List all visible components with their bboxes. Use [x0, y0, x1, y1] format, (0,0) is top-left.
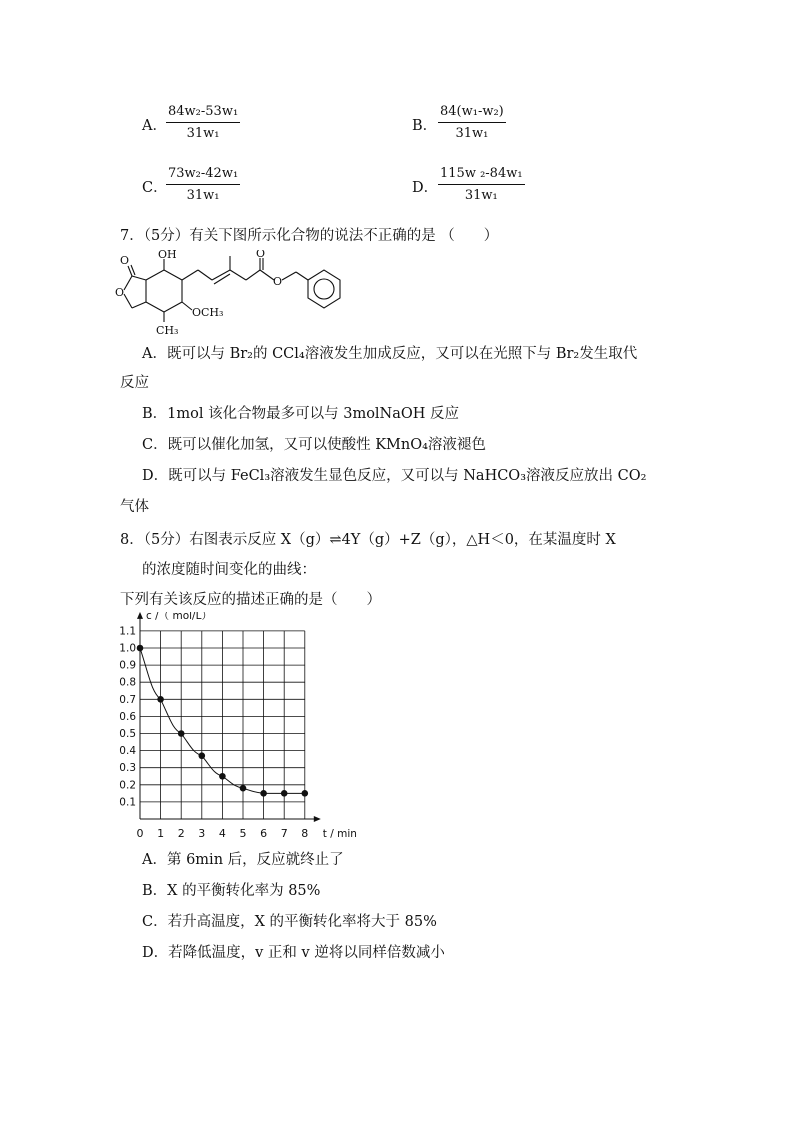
chemical-structure-diagram [112, 250, 352, 342]
fraction-bar [166, 122, 240, 123]
ch3-label: CH₃ [156, 324, 179, 337]
y-tick-label: 0.9 [119, 659, 136, 672]
concentration-chart [118, 612, 378, 844]
x-tick-label: 3 [198, 827, 206, 840]
x-tick-label: 0 [136, 827, 144, 840]
y-tick-label: 1.1 [119, 625, 136, 638]
data-point [219, 773, 226, 780]
q7-option-a-line2: 反应 [120, 375, 149, 391]
fraction-denominator: 31w₁ [186, 188, 220, 203]
x-tick-label: 5 [239, 827, 247, 840]
data-point [157, 696, 164, 703]
q8-option-b: B．X 的平衡转化率为 85% [142, 883, 321, 899]
q8-stem-line3: 下列有关该反应的描述正确的是（ ） [120, 592, 381, 608]
fraction-bar [166, 184, 240, 185]
q7-option-b: B．1mol 该化合物最多可以与 3molNaOH 反应 [142, 406, 460, 422]
ester-o-label: O [273, 275, 283, 288]
data-point [178, 730, 185, 737]
y-tick-label: 1.0 [119, 642, 136, 655]
q7-option-c: C．既可以催化加氢，又可以使酸性 KMnO₄溶液褪色 [142, 437, 486, 453]
fraction-numerator: 84w₂-53w₁ [168, 104, 239, 119]
och3-label: OCH₃ [192, 306, 224, 319]
data-point [260, 790, 267, 797]
fraction-numerator: 84(w₁-w₂) [440, 104, 504, 119]
y-tick-label: 0.3 [119, 762, 136, 775]
chart-svg [118, 612, 378, 844]
fraction-denominator: 31w₁ [464, 188, 498, 203]
data-point [302, 790, 309, 797]
fraction-numerator: 115w ₂-84w₁ [440, 166, 523, 181]
q6-option-b-fraction [438, 104, 506, 142]
q7-option-d-line2: 气体 [120, 499, 149, 515]
ester-carbonyl-o-label: O [256, 250, 266, 260]
y-tick-label: 0.5 [119, 728, 136, 740]
data-point [240, 785, 247, 792]
q6-option-a-letter: A． [142, 118, 167, 134]
data-point [281, 790, 288, 797]
y-axis-arrow [137, 612, 143, 619]
q8-option-a: A．第 6min 后，反应就终止了 [142, 852, 344, 868]
y-tick-label: 0.4 [119, 745, 136, 758]
fraction-bar [438, 122, 506, 123]
x-axis-arrow [314, 816, 321, 822]
y-tick-label: 0.6 [119, 710, 136, 723]
oh-label: OH [158, 250, 177, 261]
q7-option-d-line1: D．既可以与 FeCl₃溶液发生显色反应，又可以与 NaHCO₃溶液反应放出 CO₂ [142, 468, 647, 484]
y-tick-label: 0.2 [119, 779, 136, 792]
q8-stem-line1: 8．（5分）右图表示反应 X（g）⇌4Y（g）+Z（g），△H＜0，在某温度时 X [120, 532, 616, 548]
q8-option-d: D．若降低温度，v 正和 v 逆将以同样倍数减小 [142, 945, 445, 961]
ring-o-label: O [115, 286, 125, 299]
y-axis-label: c /（ mol/L） [146, 612, 212, 622]
q7-option-a-line1: A．既可以与 Br₂的 CCl₄溶液发生加成反应，又可以在光照下与 Br₂发生取代 [142, 346, 638, 362]
q8-stem-line2: 的浓度随时间变化的曲线： [142, 562, 316, 578]
q8-option-c: C．若升高温度，X 的平衡转化率将大于 85% [142, 914, 437, 930]
q6-option-d-fraction [438, 166, 525, 204]
x-tick-label: 1 [157, 827, 165, 840]
fraction-denominator: 31w₁ [186, 126, 220, 141]
q6-option-b-letter: B． [412, 118, 438, 134]
carbonyl-o-label: O [120, 254, 130, 267]
x-tick-label: 7 [280, 827, 288, 840]
x-tick-label: 4 [218, 827, 226, 840]
q7-stem: 7．（5分）有关下图所示化合物的说法不正确的是 （ ） [120, 228, 499, 244]
benzene-ring [146, 270, 182, 312]
y-tick-label: 0.8 [119, 676, 136, 689]
x-axis-label: t / min [322, 828, 357, 840]
q6-option-c-letter: C． [142, 180, 168, 196]
q6-option-a-fraction [166, 104, 240, 142]
x-tick-label: 6 [260, 827, 268, 840]
y-tick-label: 0.7 [119, 693, 136, 706]
x-tick-label: 2 [177, 827, 185, 840]
fraction-denominator: 31w₁ [455, 126, 489, 141]
x-tick-label: 8 [301, 827, 309, 840]
y-tick-label: 0.1 [119, 796, 136, 809]
fraction-numerator: 73w₂-42w₁ [168, 166, 239, 181]
data-point [199, 752, 206, 759]
fraction-bar [438, 184, 525, 185]
q6-option-d-letter: D． [412, 180, 439, 196]
q6-option-c-fraction [166, 166, 240, 204]
data-point [137, 645, 144, 652]
